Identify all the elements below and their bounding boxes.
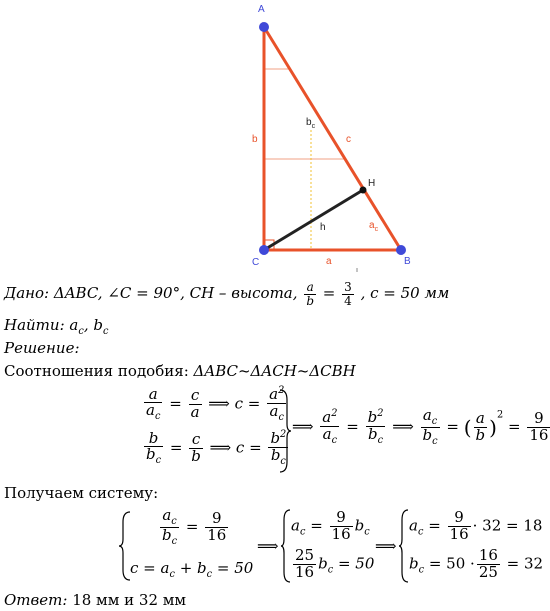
c-given: , c = 50 мм xyxy=(360,284,450,303)
right-brace-1 xyxy=(278,388,292,474)
solution-label: Решение: xyxy=(4,339,80,357)
ratio-a-b: $\frac{a}{b}$ xyxy=(306,280,314,308)
answer-line xyxy=(4,591,186,609)
eq-row-1: $\frac{a}{a_c}$ = $\frac{c}{a}$ ⟹ c = $\frac{a^2}{a_c}$ xyxy=(146,384,285,423)
side-a-label: a xyxy=(326,256,332,267)
similarity-label: Соотношения подобия: xyxy=(4,362,189,380)
answer-body: 18 мм и 32 мм xyxy=(72,591,187,609)
side-c-label: c xyxy=(346,134,351,145)
find-body: $a_c$, $b_c$ xyxy=(69,316,109,337)
sys1-row2: $c = a_c + b_c = 50$ xyxy=(130,559,254,580)
point-b xyxy=(396,245,406,255)
answer-label: Ответ: xyxy=(4,591,68,609)
label-b: B xyxy=(404,256,411,267)
impl-3: ⟹ xyxy=(375,537,397,555)
find-line xyxy=(4,316,108,337)
sys3-row2: $b_c = 50$ · $\frac{16}{25}$ = 32 xyxy=(409,546,544,581)
point-h xyxy=(360,187,367,194)
given-body: ΔABC, ∠C = 90°, CH – высота, xyxy=(53,284,298,303)
segment-bc-label: $b_c$ xyxy=(306,117,316,130)
system-label: Получаем систему: xyxy=(4,484,159,502)
find-label: Найти: xyxy=(4,316,65,334)
sys2-row2: $\frac{25}{16}$ $b_c = 50$ xyxy=(295,546,375,581)
altitude-ch xyxy=(264,190,363,250)
given-line xyxy=(4,281,449,307)
side-b-label: b xyxy=(252,134,258,145)
sys1-row1: $\frac{a_c}{b_c}$ = $\frac{9}{16}$ xyxy=(162,506,227,548)
label-c: C xyxy=(252,257,260,268)
impl-2: ⟹ xyxy=(257,537,279,555)
sys2-row1: $a_c$ = $\frac{9}{16}$ $b_c$ xyxy=(291,508,370,543)
eq-chain: ⟹ $\frac{a^2}{a_c}$ = $\frac{b^2}{b_c}$ ⟹ $\frac{a_c}{b_c}$ = ( $\frac{a}{b}$ )$^2$ = $\frac{9}{16}$ xyxy=(292,406,549,448)
eq-row-2: $\frac{b}{b_c}$ = $\frac{c}{b}$ ⟹ c = $\frac{b^2}{b_c}$ xyxy=(146,428,287,467)
ratio-eq: = xyxy=(322,284,336,303)
altitude-h-label: h xyxy=(320,222,326,233)
ratio-value: $\frac{3}{4}$ xyxy=(344,280,352,308)
label-a: A xyxy=(258,4,265,15)
similarity-line xyxy=(4,362,356,380)
similarity-body: ΔABC~ΔACH~ΔCBH xyxy=(193,362,356,380)
triangle-abc xyxy=(264,27,401,250)
point-c xyxy=(259,245,269,255)
point-a xyxy=(259,22,269,32)
label-h: H xyxy=(368,178,376,189)
sys3-row1: $a_c$ = $\frac{9}{16}$ · 32 = 18 xyxy=(409,508,543,543)
given-label: Дано: xyxy=(4,284,50,303)
triangle-figure xyxy=(0,0,550,275)
segment-ac-label: $a_c$ xyxy=(369,220,379,233)
